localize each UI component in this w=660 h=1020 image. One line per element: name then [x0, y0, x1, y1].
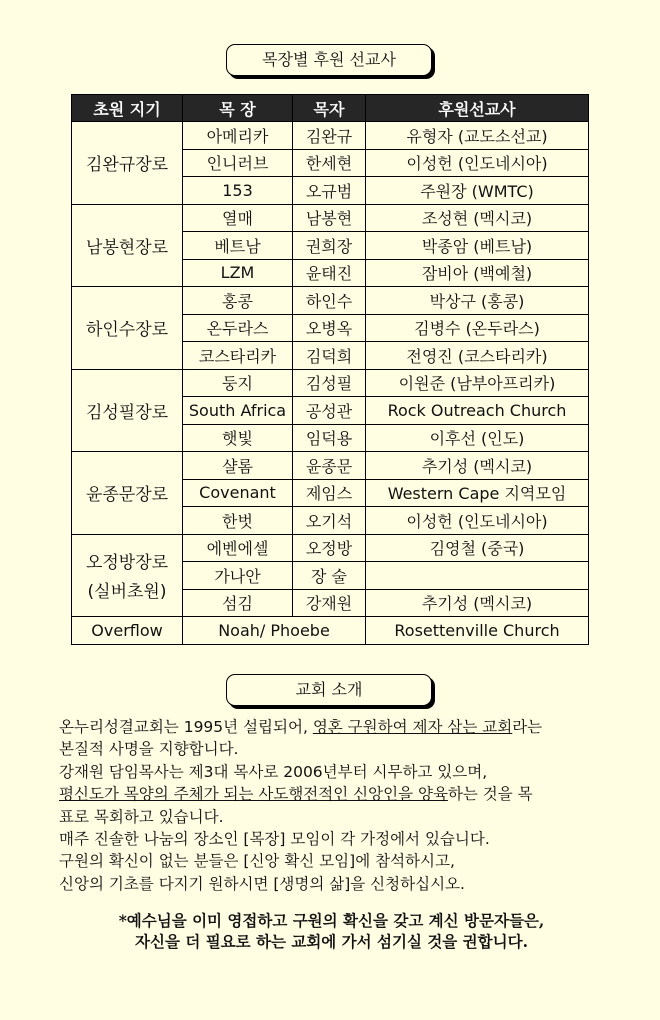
- mokjang-cell: 섬김: [183, 589, 293, 617]
- mokja-cell: 윤태진: [293, 259, 366, 287]
- intro-line: 신앙의 기초를 다지기 원하시면 [생명의 삶]을 신청하십시오.: [59, 874, 465, 893]
- mokja-cell: 김완규: [293, 122, 366, 150]
- notice-line: *예수님을 이미 영접하고 구원의 확신을 갖고 계신 방문자들은,: [118, 911, 545, 930]
- mokjang-cell: 153: [183, 177, 293, 205]
- table-header-row: [72, 95, 589, 122]
- missionary-cell: 잠비아 (백예철): [366, 259, 589, 287]
- group-leader: 남봉현장로: [72, 204, 183, 287]
- mokja-cell: 남봉현: [293, 204, 366, 232]
- mokjang-cell: 코스타리카: [183, 342, 293, 370]
- missionary-cell: 이성헌 (인도네시아): [366, 507, 589, 535]
- mokjang-cell: LZM: [183, 259, 293, 287]
- missionary-cell: 김병수 (온두라스): [366, 314, 589, 342]
- missionary-cell: 추기성 (멕시코): [366, 452, 589, 480]
- missionary-table: [71, 94, 589, 645]
- header-leader: 초원 지기: [72, 95, 183, 122]
- mokja-cell: 오정방: [293, 534, 366, 562]
- missionary-cell: 주원장 (WMTC): [366, 177, 589, 205]
- missionary-cell: [366, 562, 589, 590]
- group-leader-note: (실버초원): [87, 582, 167, 603]
- missionary-cell: 김영철 (중국): [366, 534, 589, 562]
- intro-line: 매주 진솔한 나눔의 장소인 [목장] 모임이 각 가정에서 있습니다.: [59, 830, 490, 849]
- mokjang-cell: 온두라스: [183, 314, 293, 342]
- group-leader: 윤종문장로: [72, 452, 183, 535]
- visitor-notice: [59, 910, 604, 952]
- table-row: [72, 204, 589, 232]
- table-row: [72, 452, 589, 480]
- header-mokja: 목자: [293, 95, 366, 122]
- mokjang-cell: 에벤에셀: [183, 534, 293, 562]
- mokjang-cell: 베트남: [183, 232, 293, 260]
- mokja-cell: 장 술: [293, 562, 366, 590]
- mokja-cell: 강재원: [293, 589, 366, 617]
- missionary-cell: 추기성 (멕시코): [366, 589, 589, 617]
- overflow-row: [72, 617, 589, 645]
- table-row: [72, 534, 589, 562]
- notice-line: 자신을 더 필요로 하는 교회에 가서 섬기실 것을 권합니다.: [135, 932, 528, 951]
- mokja-cell: 김성필: [293, 369, 366, 397]
- missionary-cell: Western Cape 지역모임: [366, 479, 589, 507]
- mokjang-cell: 한벗: [183, 507, 293, 535]
- mokjang-cell: 둥지: [183, 369, 293, 397]
- overflow-label: Overflow: [72, 617, 183, 645]
- mokja-cell: 권희장: [293, 232, 366, 260]
- intro-line: 구원의 확신이 없는 분들은 [신앙 확신 모임]에 참석하시고,: [59, 852, 455, 871]
- intro-line: [59, 716, 604, 738]
- church-intro-text: [59, 716, 604, 895]
- missionary-cell: 이성헌 (인도네시아): [366, 149, 589, 177]
- mokja-cell: 한세현: [293, 149, 366, 177]
- mokja-cell: 공성관: [293, 397, 366, 425]
- header-missionary: 후원선교사: [366, 95, 589, 122]
- mokja-cell: 임덕용: [293, 424, 366, 452]
- mokjang-cell: 홍콩: [183, 287, 293, 315]
- missionary-cell: Rock Outreach Church: [366, 397, 589, 425]
- missionary-cell: 전영진 (코스타리카): [366, 342, 589, 370]
- mokja-cell: 김덕희: [293, 342, 366, 370]
- mokjang-cell: 가나안: [183, 562, 293, 590]
- mokjang-cell: 인니러브: [183, 149, 293, 177]
- mokjang-cell: South Africa: [183, 397, 293, 425]
- mokjang-cell: 아메리카: [183, 122, 293, 150]
- missionary-cell: 조성현 (멕시코): [366, 204, 589, 232]
- section-title-missionaries: 목장별 후원 선교사: [226, 44, 432, 76]
- group-leader: 하인수장로: [72, 287, 183, 370]
- mokja-cell: 제임스: [293, 479, 366, 507]
- intro-text: 온누리성결교회는 1995년 설립되어,: [59, 718, 313, 736]
- mokja-cell: 윤종문: [293, 452, 366, 480]
- mokja-cell: 하인수: [293, 287, 366, 315]
- overflow-missionary: Rosettenville Church: [366, 617, 589, 645]
- missionary-cell: 이원준 (남부아프리카): [366, 369, 589, 397]
- mokjang-cell: Covenant: [183, 479, 293, 507]
- intro-line: 본질적 사명을 지향합니다.: [59, 740, 239, 759]
- table-row: [72, 122, 589, 150]
- mokjang-cell: 햇빛: [183, 424, 293, 452]
- intro-underlined-text: 영혼 구원하여 제자 삼는 교회: [312, 718, 513, 736]
- header-mokjang: 목 장: [183, 95, 293, 122]
- intro-text: 하는 것을 목: [447, 785, 533, 804]
- intro-text: 라는: [512, 718, 543, 736]
- group-leader: 오정방장로: [85, 553, 169, 574]
- missionary-cell: 박종암 (베트남): [366, 232, 589, 260]
- table-row: [72, 287, 589, 315]
- intro-line: 표로 목회하고 있습니다.: [59, 807, 224, 826]
- mokja-cell: 오규범: [293, 177, 366, 205]
- section-title-church-intro: 교회 소개: [226, 674, 432, 706]
- group-leader: 김완규장로: [72, 122, 183, 205]
- intro-line: [59, 783, 604, 805]
- overflow-mokjang: Noah/ Phoebe: [183, 617, 366, 645]
- missionary-cell: 유형자 (교도소선교): [366, 122, 589, 150]
- intro-underlined-text: 평신도가 목양의 주체가 되는 사도행전적인 신앙인을 양육: [59, 785, 448, 804]
- table-row: [72, 369, 589, 397]
- group-leader-cell: [72, 534, 183, 617]
- missionary-cell: 이후선 (인도): [366, 424, 589, 452]
- group-leader: 김성필장로: [72, 369, 183, 452]
- mokjang-cell: 샬롬: [183, 452, 293, 480]
- mokja-cell: 오병옥: [293, 314, 366, 342]
- intro-line: 강재원 담임목사는 제3대 목사로 2006년부터 시무하고 있으며,: [59, 762, 488, 781]
- mokjang-cell: 열매: [183, 204, 293, 232]
- missionary-cell: 박상구 (홍콩): [366, 287, 589, 315]
- mokja-cell: 오기석: [293, 507, 366, 535]
